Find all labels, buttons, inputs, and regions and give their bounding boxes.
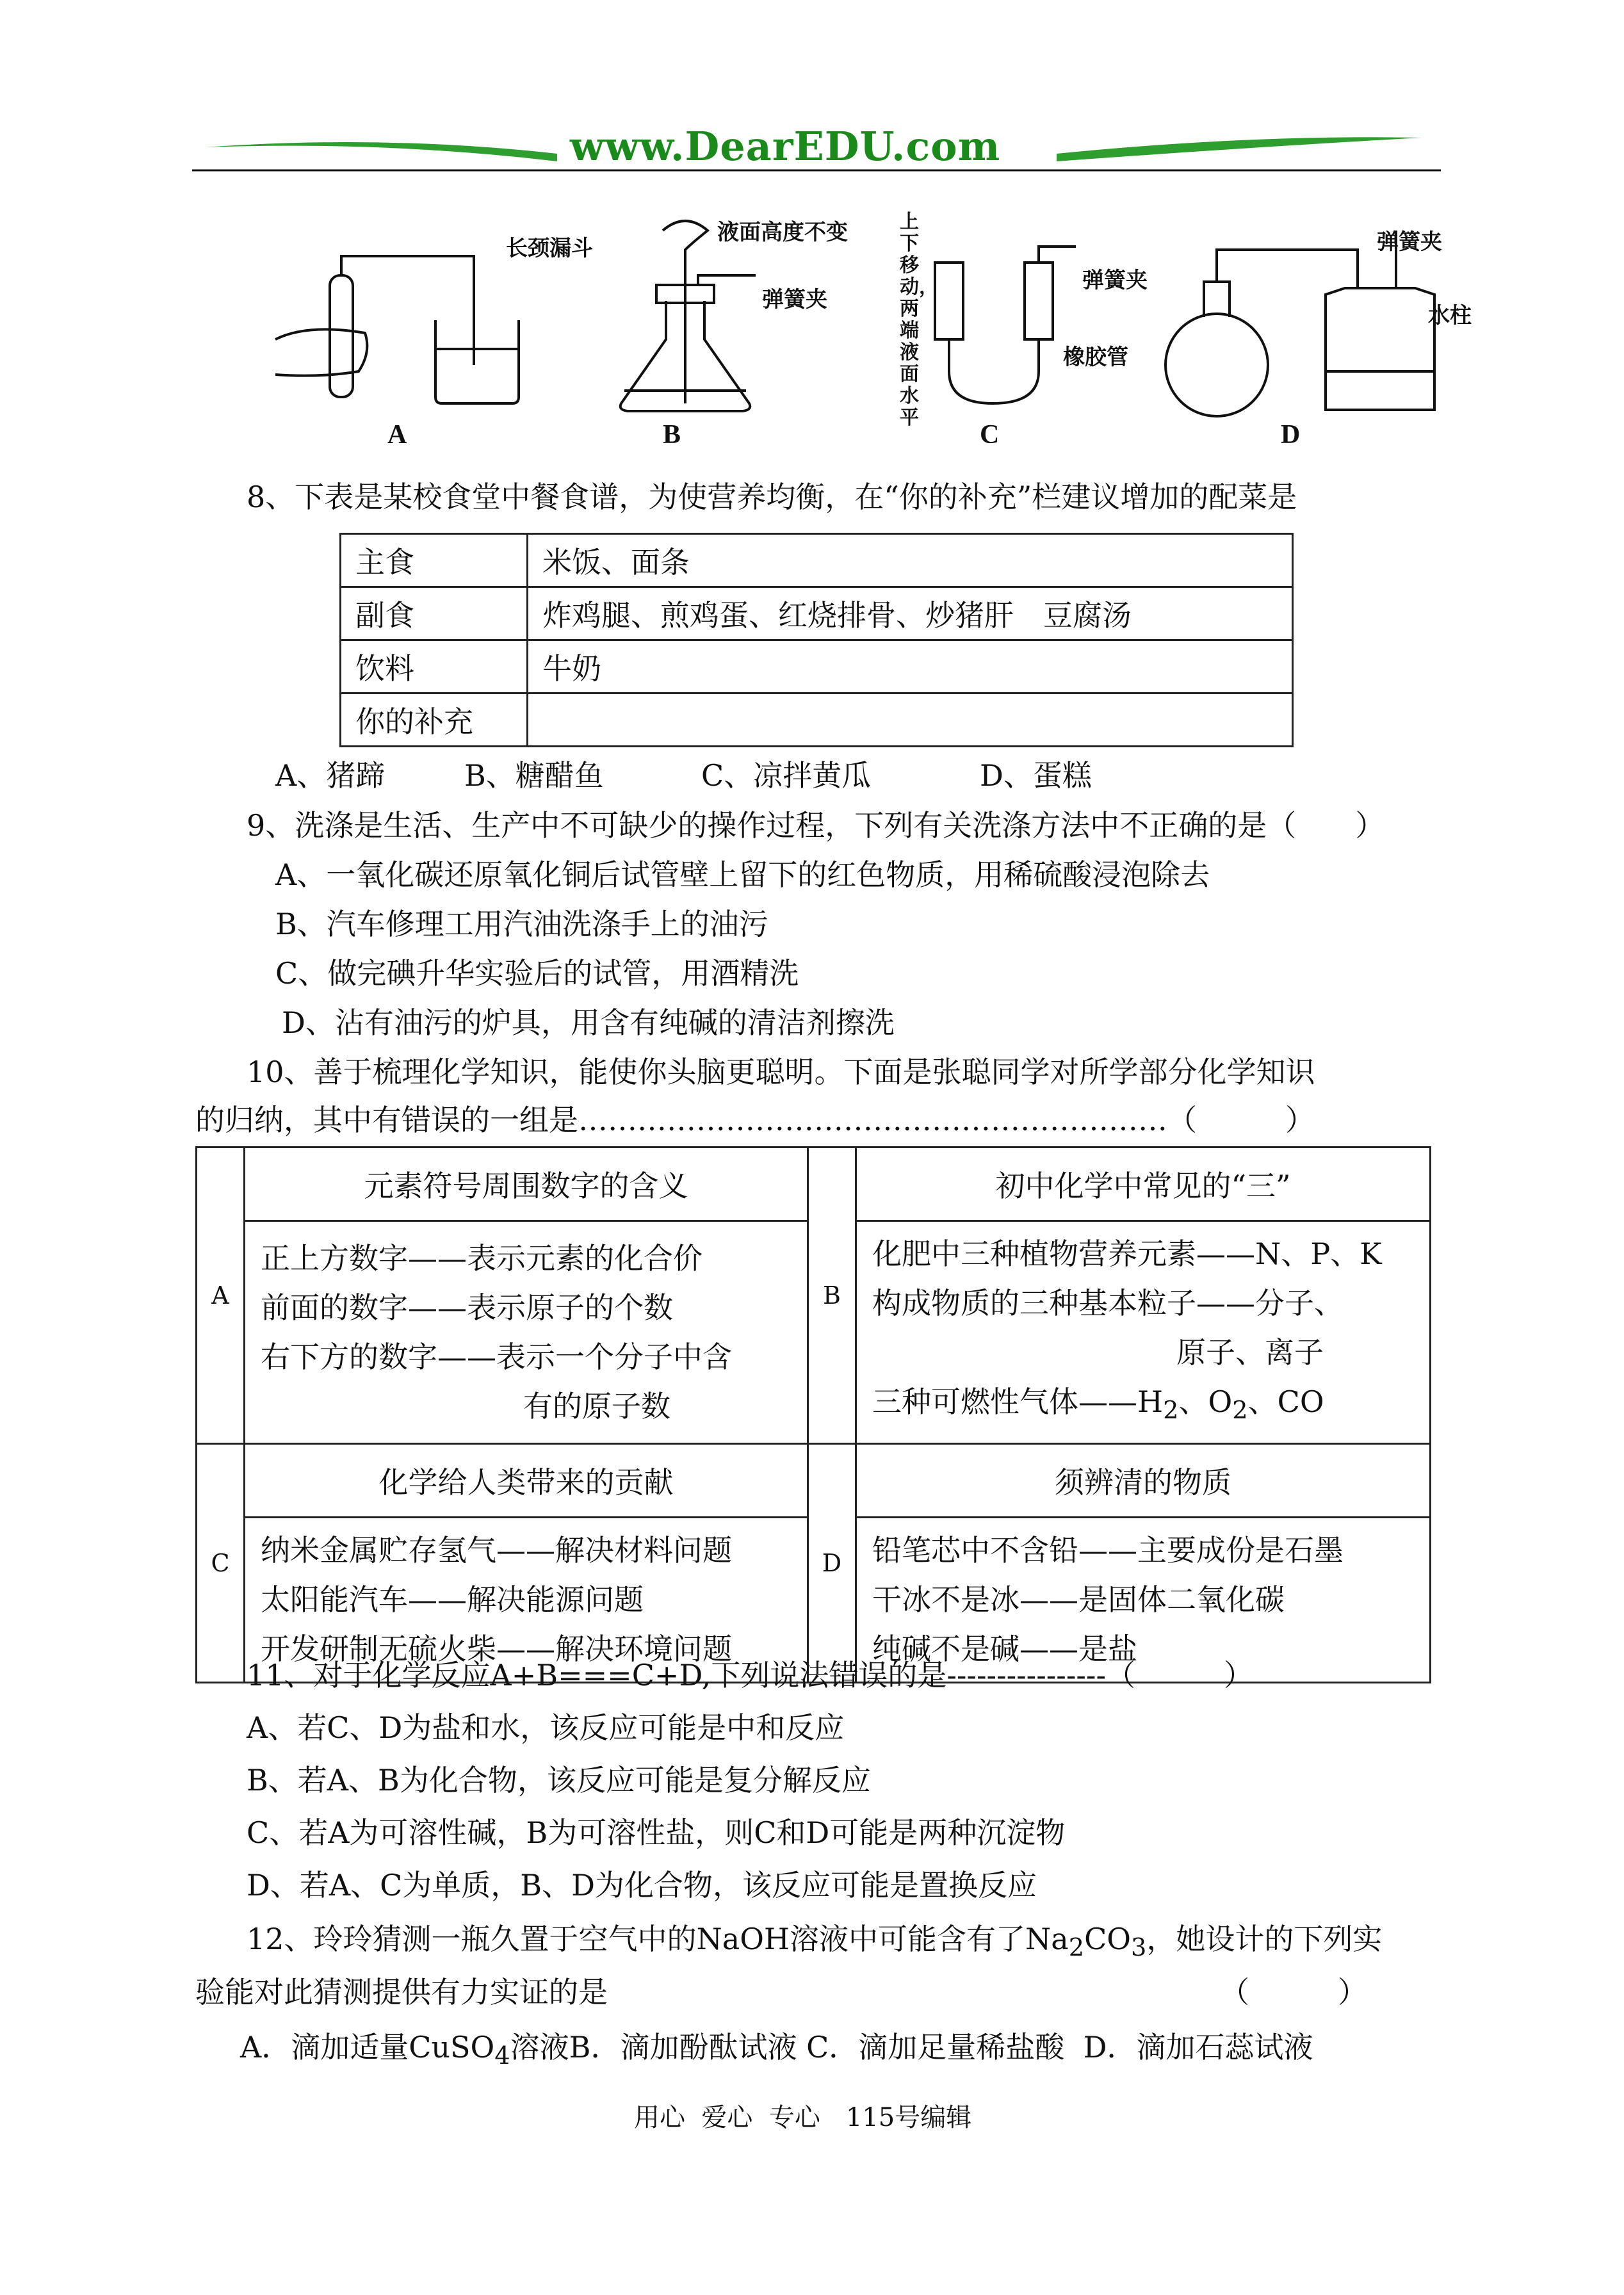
group-a-title: 元素符号周围数字的含义: [245, 1148, 808, 1221]
gas-subscript: 2: [1163, 1396, 1179, 1425]
group-d-line: 干冰不是冰——是固体二氧化碳: [872, 1582, 1285, 1618]
header-banner: [192, 115, 1441, 179]
menu-value: 米饭、面条: [528, 534, 1293, 587]
group-a-line: 有的原子数: [523, 1388, 670, 1423]
q12-option-d: D．滴加石蕊试液: [1083, 2030, 1313, 2064]
group-b-gas-line: [872, 1377, 1414, 1435]
label-move-up-down: 上下移动，两端液面水平: [900, 211, 938, 429]
menu-value: [528, 693, 1293, 747]
label-water-column: 水柱: [1428, 303, 1472, 328]
menu-key: 主食: [341, 534, 528, 587]
q12-option-a-text: A．滴加适量CuSO: [240, 2030, 495, 2064]
group-c-line: 开发研制无硫火柴——解决环境问题: [261, 1632, 732, 1667]
group-letter-c: C: [197, 1444, 245, 1683]
q12-subscript: 3: [1131, 1933, 1147, 1963]
q12-text: 12、玲玲猜测一瓶久置于空气中的NaOH溶液中可能含有了Na: [247, 1922, 1069, 1956]
site-logo-text: www.DearEDU.com: [570, 123, 1001, 170]
menu-row: [341, 640, 1293, 693]
menu-key: 副食: [341, 587, 528, 640]
figure-letter-d: D: [1281, 420, 1301, 450]
group-c-line: 纳米金属贮存氢气——解决材料问题: [261, 1533, 732, 1568]
menu-row: [341, 534, 1293, 587]
gas-text: 三种可燃性气体——H: [872, 1384, 1164, 1419]
knowledge-table: [195, 1146, 1431, 1683]
q12-stem-line2: 验能对此猜测提供有力实证的是: [195, 1975, 608, 2009]
gas-text: 、CO: [1247, 1384, 1324, 1419]
group-letter-d: D: [808, 1444, 856, 1683]
q8-option-a: A、猪蹄: [275, 758, 386, 793]
group-b-body: [856, 1221, 1431, 1444]
apparatus-figure: [269, 211, 1486, 455]
q12-stem-line1: [247, 1919, 1382, 1968]
label-long-funnel: 长颈漏斗: [506, 236, 593, 261]
group-b-line: 化肥中三种植物营养元素——N、P、K: [872, 1237, 1382, 1271]
group-b-line: 原子、离子: [1176, 1335, 1324, 1370]
menu-value: 炸鸡腿、煎鸡蛋、红烧排骨、炒猪肝 豆腐汤: [528, 587, 1293, 640]
group-b-title: 初中化学中常见的“三”: [856, 1148, 1431, 1221]
label-spring-clamp-c: 弹簧夹: [1082, 268, 1148, 293]
q12-answer-paren: （ ）: [1220, 1975, 1367, 2009]
menu-value: 牛奶: [528, 640, 1293, 693]
q12-options: [240, 2027, 1313, 2076]
label-rubber-tube: 橡胶管: [1063, 345, 1128, 370]
apparatus-drawings: [269, 211, 1486, 455]
label-spring-clamp-b: 弹簧夹: [762, 287, 827, 312]
q12-option-a: [240, 2030, 569, 2071]
label-spring-clamp-d: 弹簧夹: [1377, 229, 1442, 255]
label-level-unchanged: 液面高度不变: [717, 220, 848, 245]
group-a-line: 前面的数字——表示原子的个数: [261, 1290, 673, 1325]
group-letter-a: A: [197, 1148, 245, 1444]
group-d-title: 须辨清的物质: [856, 1444, 1431, 1518]
group-d-line: 铅笔芯中不含铅——主要成份是石墨: [872, 1533, 1344, 1568]
q11-option-a: A、若C、D为盐和水，该反应可能是中和反应: [247, 1710, 845, 1745]
q12-option-b: B．滴加酚酞试液: [569, 2030, 797, 2064]
group-d-line: 纯碱不是碱——是盐: [872, 1632, 1137, 1667]
q9-option-a: A、一氧化碳还原氧化铜后试管壁上留下的红色物质，用稀硫酸浸泡除去: [275, 857, 1210, 892]
group-b-line: 构成物质的三种基本粒子——分子、: [872, 1286, 1344, 1320]
group-letter-b: B: [808, 1148, 856, 1444]
q11-option-d: D、若A、C为单质，B、D为化合物，该反应可能是置换反应: [247, 1868, 1037, 1902]
page-footer: 用心 爱心 专心 115号编辑: [634, 2103, 972, 2132]
menu-key: 饮料: [341, 640, 528, 693]
group-a-line: 右下方的数字——表示一个分子中含: [261, 1339, 732, 1374]
q12-subscript: 2: [1068, 1933, 1085, 1963]
group-a-line: 正上方数字——表示元素的化合价: [261, 1240, 702, 1276]
figure-letter-c: C: [980, 420, 1000, 450]
q12-option-a-text: 溶液: [510, 2030, 569, 2064]
q11-stem: 11、对于化学反应A+B===C+D,下列说法错误的是----------------（ ）: [247, 1658, 1254, 1692]
figure-letter-b: B: [663, 420, 681, 450]
q12-option-c: C．滴加足量稀盐酸: [806, 2030, 1065, 2064]
group-c-title: 化学给人类带来的贡献: [245, 1444, 808, 1518]
group-c-line: 太阳能汽车——解决能源问题: [261, 1582, 644, 1618]
q9-stem: 9、洗涤是生活、生产中不可缺少的操作过程，下列有关洗涤方法中不正确的是（ ）: [247, 808, 1385, 843]
q9-option-c: C、做完碘升华实验后的试管，用酒精洗: [275, 956, 799, 991]
q8-option-d: D、蛋糕: [980, 758, 1092, 793]
gas-subscript: 2: [1232, 1396, 1248, 1425]
q11-option-b: B、若A、B为化合物，该反应可能是复分解反应: [247, 1763, 871, 1797]
q10-stem-line2: 的归纳，其中有错误的一组是……………………………………………………（ ）: [195, 1103, 1315, 1137]
q11-option-c: C、若A为可溶性碱，B为可溶性盐，则C和D可能是两种沉淀物: [247, 1815, 1066, 1850]
q8-option-c: C、凉拌黄瓜: [701, 758, 872, 793]
q12-option-a-subscript: 4: [494, 2041, 510, 2071]
q10-stem-line1: 10、善于梳理化学知识，能使你头脑更聪明。下面是张聪同学对所学部分化学知识: [247, 1055, 1315, 1089]
q12-text: ，她设计的下列实: [1146, 1922, 1383, 1956]
menu-key: 你的补充: [341, 693, 528, 747]
q9-option-b: B、汽车修理工用汽油洗涤手上的油污: [275, 907, 768, 941]
figure-letter-a: A: [387, 420, 407, 450]
menu-row: [341, 587, 1293, 640]
menu-table: [339, 533, 1294, 747]
gas-text: 、O: [1178, 1384, 1233, 1419]
q9-option-d: D、沾有油污的炉具，用含有纯碱的清洁剂擦洗: [282, 1005, 895, 1040]
menu-row: [341, 693, 1293, 747]
q12-text: CO: [1084, 1922, 1132, 1956]
q8-stem: 8、下表是某校食堂中餐食谱，为使营养均衡，在“你的补充”栏建议增加的配菜是: [247, 480, 1297, 514]
q8-option-b: B、糖醋鱼: [464, 758, 604, 793]
group-a-body: [245, 1221, 808, 1444]
